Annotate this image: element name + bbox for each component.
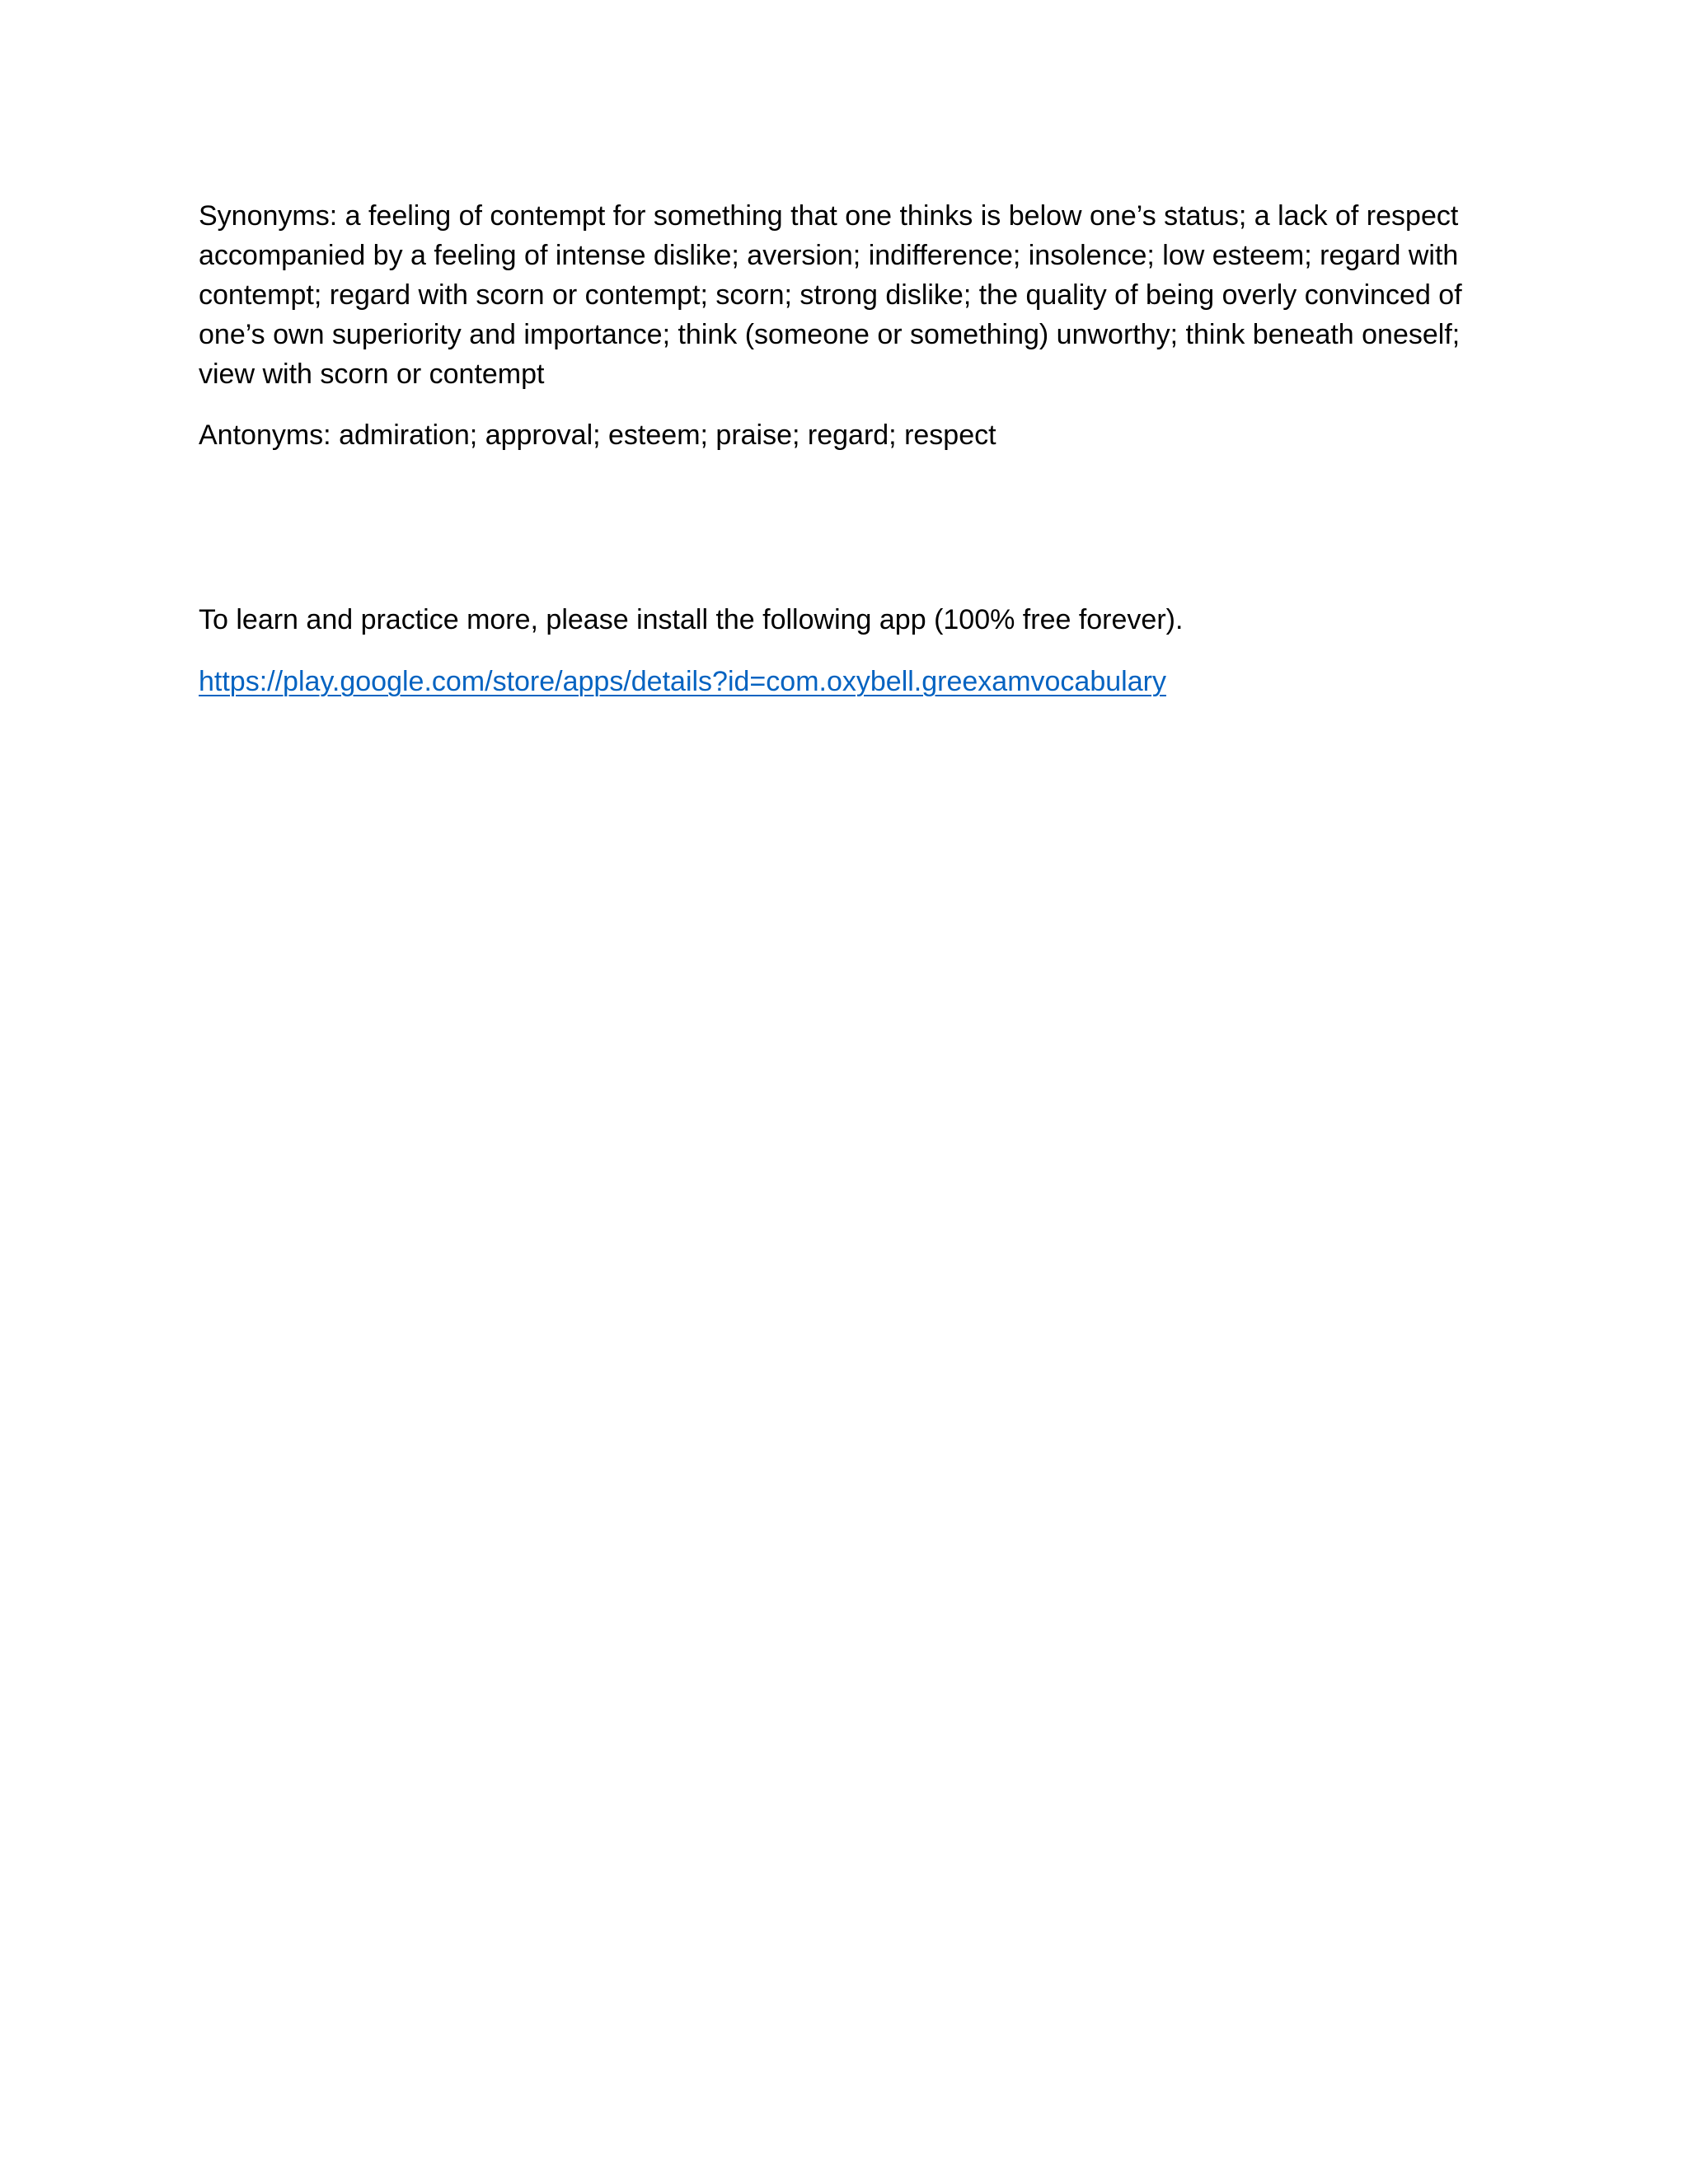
antonyms-paragraph: Antonyms: admiration; approval; esteem; praise; regard; respect [199,419,996,451]
document-body [199,196,1501,701]
app-store-link[interactable]: https://play.google.com/store/apps/details?id=com.oxybell.greexamvocabulary [199,666,1166,697]
link-paragraph [199,662,1501,701]
synonyms-paragraph: Synonyms: a feeling of contempt for something that one thinks is below one’s status; a lack of respect accompanied by a feeling of intense dislike; aversion; indifference; insolence; low esteem; regard with contempt; regard with scorn or contempt; scorn; strong dislike; the quality of being overly convinced of one’s own superiority and importance; think (someone or something) unworthy; think beneath oneself; view with scorn or contempt [199,200,1462,390]
promo-paragraph: To learn and practice more, please install the following app (100% free forever). [199,604,1184,635]
